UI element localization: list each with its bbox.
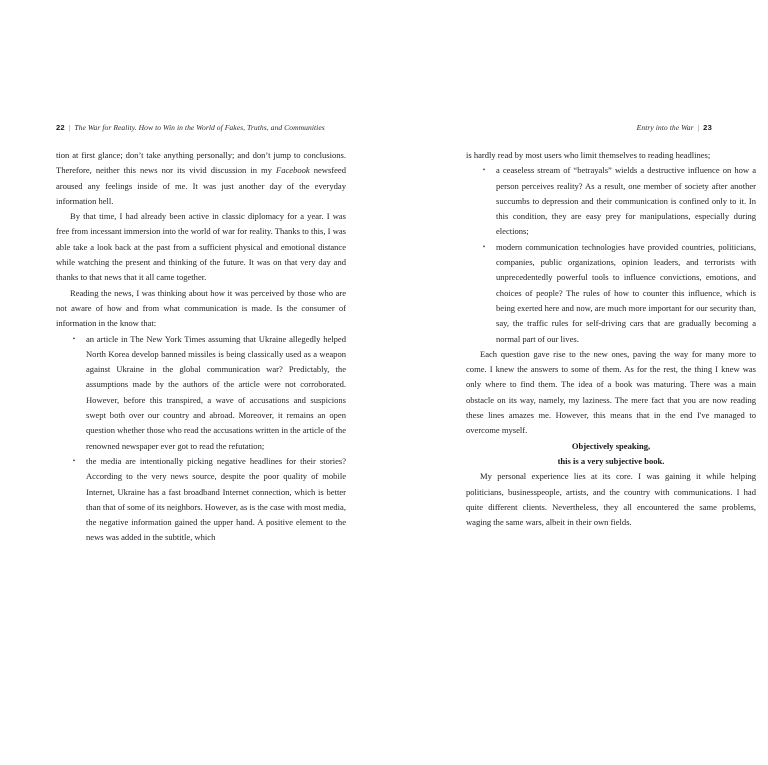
paragraph: tion at first glance; don’t take anything personally; and don’t jump to conclusions. Therefore, neither this news nor its vivid discussion in my Facebook newsfeed aroused any feelings inside of me. It was just another day of the everyday information hell.: [56, 150, 346, 206]
bullet-icon: •: [482, 166, 486, 175]
paragraph: By that time, I had already been active in classic diplomacy for a year. I was free from incessant immersion into the world of war for reality. Thanks to this, I was able take a look back at the past from a sufficient physical and emotional distance while watching the present and thinking of the future. It was on that very day and thanks to that news that it all came together.: [56, 211, 346, 283]
centered-epigraph: [466, 439, 756, 470]
list-item-text: a ceaseless stream of “betrayals” wields a destructive influence on how a person perceives reality? As a result, one member of society after another succumbs to depression and their communication is confined only to it. In this condition, they are easy prey for manipulations, especially during elections;: [496, 165, 756, 237]
page-number-left: 22: [56, 123, 65, 132]
list-item: [56, 332, 346, 454]
bullet-icon: •: [72, 334, 76, 343]
page-number-right: 23: [703, 123, 712, 132]
paragraph: Reading the news, I was thinking about how it was perceived by those who are not aware of how and from what communication is made. Is the consumer of information in the know that:: [56, 287, 346, 329]
running-head-title-left: The War for Reality. How to Win in the World of Fakes, Truths, and Communities: [74, 123, 325, 132]
list-item-text: an article in The New York Times assuming that Ukraine allegedly helped North Korea develop banned missiles is being classically used as a weapon against Ukraine in the global communication war? Predictably, the assumptions made by the authors of the article were not corroborated. However, before this transpired, a wave of accusations and suspicions swept both over our country and abroad. Moreover, it remains an open question whether those who read the accusations written in the article of the renowned newspaper ever got to read the refutation;: [86, 333, 346, 451]
bullet-list-left: [56, 332, 346, 546]
bullet-icon: •: [72, 456, 76, 465]
epigraph-line-2: this is a very subjective book.: [557, 455, 665, 466]
paragraph: Each question gave rise to the new ones, paving the way for many more to come. I knew the answers to some of them. As for the rest, the thing I knew was only where to find them. The idea of a book was maturing. There was a main obstacle on its way, namely, my laziness. The mere fact that you are now reading these lines amazes me. However, this means that in the end I've managed to overcome myself.: [466, 348, 756, 436]
list-item-text: the media are intentionally picking negative headlines for their stories? According to the very news source, despite the poor quality of mobile Internet, Ukraine has a fast broadband Internet connection, which is better than that of some of its neighbors. However, as is the case with most media, the negative information gained the upper hand. A positive element to the news was added in the subtitle, which: [86, 455, 346, 543]
paragraph: My personal experience lies at its core. I was gaining it while helping politicians, businesspeople, artists, and the country with communications. I had quite different clients. Nevertheless, they all encountered the same problems, waging the same wars, albeit in their own fields.: [466, 471, 756, 528]
list-item: [56, 454, 346, 546]
running-head-title-right: Entry into the War: [636, 123, 694, 132]
text-column-left: [56, 148, 346, 546]
list-item: [466, 163, 756, 239]
bullet-list-right: [466, 163, 756, 347]
list-item: [466, 240, 756, 347]
running-head-left: [56, 122, 325, 133]
running-head-separator-left: |: [68, 123, 71, 132]
list-item-text: modern communication technologies have provided countries, politicians, companies, public organizations, opinion leaders, and terrorists with unprecedentedly powerful tools to influence convictions, emotions, and choices of people? The rules of how to counter this influence, which is being exerted here and now, are much more important for our security than, say, the traffic rules for self-driving cars that are gradually becoming a normal part of our lives.: [496, 241, 756, 344]
paragraph-bullet-continuation: is hardly read by most users who limit themselves to reading headlines;: [466, 150, 711, 160]
text-column-right: [466, 148, 756, 530]
bullet-icon: •: [482, 242, 486, 251]
epigraph-line-1: Objectively speaking,: [571, 440, 651, 451]
running-head-separator-right: |: [697, 123, 700, 132]
italic-term-facebook: Facebook: [275, 165, 310, 176]
running-head-right: [637, 122, 712, 133]
